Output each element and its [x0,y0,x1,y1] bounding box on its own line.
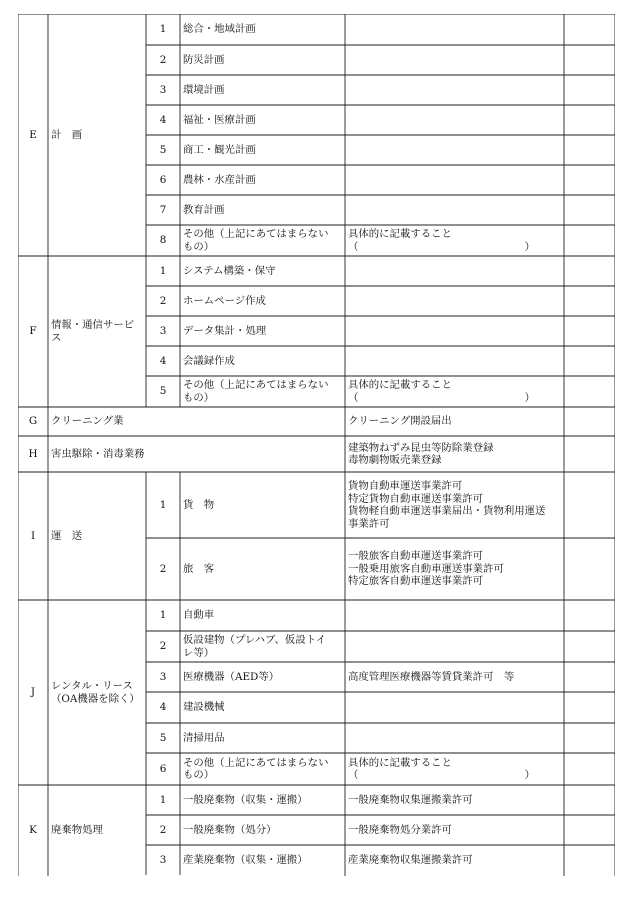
section-label [51,436,342,472]
sub-note [348,753,561,785]
section-letter [21,472,45,600]
sub-number [149,256,177,286]
sub-item-line: 一般廃棄物（処分） [183,823,277,836]
sub-number [149,105,177,135]
sub-item-line: 仮設建物（プレハブ、仮設トイ [183,634,326,646]
sub-item [183,135,342,165]
sub-item-line: 医療機器（AED等） [183,670,280,683]
sub-item [183,75,342,105]
sub-item-line: 総合・地域計画 [183,23,256,36]
section-letter-line: J [30,686,36,699]
sub-note [348,225,561,256]
sub-note [348,723,561,753]
sub-number [149,845,177,875]
sub-item-line: その他（上記にあてはまらない [183,379,329,391]
sub-item-line: 貨 物 [183,498,215,511]
section-label-line: 計 画 [51,128,83,141]
sub-note [348,600,561,631]
sub-number [149,165,177,195]
sub-number [149,600,177,631]
sub-note [348,165,561,195]
sub-item-line: 旅 客 [183,562,215,575]
sub-item-line: レ等） [183,646,215,659]
sub-number [149,376,177,407]
sub-number [149,135,177,165]
sub-note-line: 高度管理医療機器等賃貸業許可 等 [348,670,515,683]
sub-note-line: （ ） [348,769,536,781]
sub-number [149,225,177,256]
sub-note-line: 具体的に記載すること [348,228,452,240]
sub-item-line: 一般廃棄物（収集・運搬） [183,793,308,806]
sub-note [348,256,561,286]
sub-note-line: 貨物軽自動車運送事業届出・貨物利用運送 [348,505,546,517]
section-letter [21,785,45,875]
section-letter [21,14,45,256]
sub-number [149,631,177,662]
section-letter [21,256,45,407]
sub-number [149,692,177,723]
sub-note-line: 具体的に記載すること [348,379,452,391]
sub-item [183,195,342,225]
sub-note [348,45,561,75]
sub-item [183,472,342,538]
sub-number-line: 4 [159,701,167,714]
sub-note [348,14,561,45]
sub-item [183,256,342,286]
sub-item-line: 教育計画 [183,203,225,216]
sub-item-line: その他（上記にあてはまらない [183,756,329,769]
sub-note-line: 事業許可 [348,517,390,530]
sub-item [183,225,342,256]
sub-number-line: 6 [159,762,167,775]
sub-item-line: 自動車 [183,609,215,622]
sub-number [149,316,177,346]
sub-item [183,662,342,692]
sub-note [348,75,561,105]
sub-item-line: 農林・水産計画 [183,173,256,186]
sub-note [348,472,561,538]
sub-note-line: （ ） [348,240,536,253]
sub-number-line: 2 [159,294,167,307]
sub-item [183,45,342,75]
sub-number [149,75,177,105]
sub-number [149,753,177,785]
sub-note [348,135,561,165]
sub-item [183,631,342,662]
sub-number-line: 6 [159,173,167,186]
sub-number-line: 1 [159,793,167,806]
sub-item-line: 産業廃棄物（収集・運搬） [183,853,308,866]
sub-note [348,346,561,376]
sub-item [183,845,342,875]
sub-number-line: 1 [159,498,167,511]
section-note [348,436,561,472]
sub-note [348,195,561,225]
sub-note-line: 貨物自動車運送事業許可 [348,480,463,492]
section-label-line: クリーニング業 [51,415,124,428]
sub-item [183,286,342,316]
section-letter-line: F [29,325,37,338]
sub-item [183,600,342,631]
sub-item [183,14,342,45]
sub-number [149,662,177,692]
section-letter-line: K [29,823,37,836]
sub-number-line: 1 [159,264,167,277]
sub-number-line: 2 [159,823,167,836]
section-letter-line: E [29,128,37,141]
section-label-line: 害虫駆除・消毒業務 [51,447,145,460]
sub-item [183,753,342,785]
section-label-line: ス [51,331,62,344]
sub-number-line: 8 [159,234,167,247]
sub-item-line: 建設機械 [183,701,225,714]
sub-number-line: 5 [159,731,167,744]
sub-item-line: 商工・観光計画 [183,143,256,156]
sub-number-line: 2 [159,562,167,575]
section-letter-line: G [28,415,38,428]
sub-item-line: 環境計画 [183,83,225,96]
sub-note [348,376,561,407]
sub-number [149,538,177,600]
sub-note [348,815,561,845]
sub-number-line: 1 [159,609,167,622]
sub-note-line: 特定旅客自動車運送事業許可 [348,575,484,588]
section-letter [21,436,45,472]
sub-number [149,723,177,753]
sub-note [348,845,561,875]
sub-item-line: 清掃用品 [183,731,225,744]
sub-note [348,286,561,316]
sub-number-line: 4 [159,354,167,367]
sub-item-line: システム構築・保守 [183,264,276,277]
category-table [18,14,615,876]
sub-item [183,538,342,600]
section-letter [21,600,45,785]
sub-number [149,14,177,45]
sub-number-line: 5 [159,143,167,156]
sub-number-line: 1 [159,23,167,36]
sub-note-line: 一般廃棄物収集運搬業許可 [348,793,473,806]
sub-number [149,195,177,225]
sub-number-line: 5 [159,385,167,398]
sub-item [183,105,342,135]
sub-item-line: ホームページ作成 [183,294,266,307]
sub-number [149,45,177,75]
sub-item [183,692,342,723]
sub-number-line: 2 [159,53,167,66]
sub-item [183,723,342,753]
section-label [51,472,143,600]
section-label [51,407,342,436]
sub-item [183,785,342,815]
section-label-line: （OA機器を除く） [51,692,140,705]
section-label-line: 廃棄物処理 [51,823,103,836]
sub-item [183,815,342,845]
sub-note [348,316,561,346]
section-label-line: 運 送 [51,529,83,542]
sub-number-line: 3 [159,324,167,337]
sub-item [183,165,342,195]
sub-number-line: 2 [159,640,167,653]
sub-note-line: 一般旅客自動車運送事業許可 [348,550,484,563]
section-label [51,785,143,875]
sub-number-line: 3 [159,83,167,96]
sub-number-line: 3 [159,853,167,866]
sub-number [149,286,177,316]
sub-item-line: もの） [183,769,215,781]
sub-number [149,346,177,376]
section-label [51,256,143,407]
sub-note-line: 特定貨物自動車運送事業許可 [348,492,484,505]
sub-item-line: もの） [183,240,215,253]
sub-note [348,105,561,135]
sub-item-line: 福祉・医療計画 [183,113,256,126]
sub-note [348,538,561,600]
sub-number [149,472,177,538]
section-label [51,14,143,256]
sub-note [348,631,561,662]
sub-number-line: 7 [159,203,167,216]
sub-note-line: （ ） [348,391,536,404]
sub-note [348,692,561,723]
section-letter-line: H [28,447,38,460]
section-label [51,600,143,785]
section-letter [21,407,45,436]
sub-number-line: 3 [159,670,167,683]
sub-note-line: 一般廃棄物処分業許可 [348,823,452,836]
sub-item [183,376,342,407]
section-note [348,407,561,436]
section-letter-line: I [30,529,36,542]
section-label-line: レンタル・リース [51,680,133,692]
sub-note-line: 産業廃棄物収集運搬業許可 [348,853,473,866]
sub-note [348,785,561,815]
sub-note-line: 一般乗用旅客自動車運送事業許可 [348,562,504,575]
sub-item [183,316,342,346]
sub-item-line: データ集計・処理 [183,324,267,337]
sub-item-line: 防災計画 [183,53,225,66]
section-note-line: 毒物劇物販売業登録 [348,454,442,466]
sub-item [183,346,342,376]
sub-note [348,662,561,692]
section-label-line: 情報・通信サービ [51,319,135,331]
sub-number [149,815,177,845]
sub-item-line: もの） [183,391,215,404]
sub-number [149,785,177,815]
sub-number-line: 4 [159,113,167,126]
sub-note-line: 具体的に記載すること [348,756,452,769]
sub-item-line: その他（上記にあてはまらない [183,228,329,240]
section-note-line: 建築物ねずみ昆虫等防除業登録 [348,441,494,454]
section-note-line: クリーニング開設届出 [348,415,452,428]
sub-item-line: 会議録作成 [183,354,235,367]
